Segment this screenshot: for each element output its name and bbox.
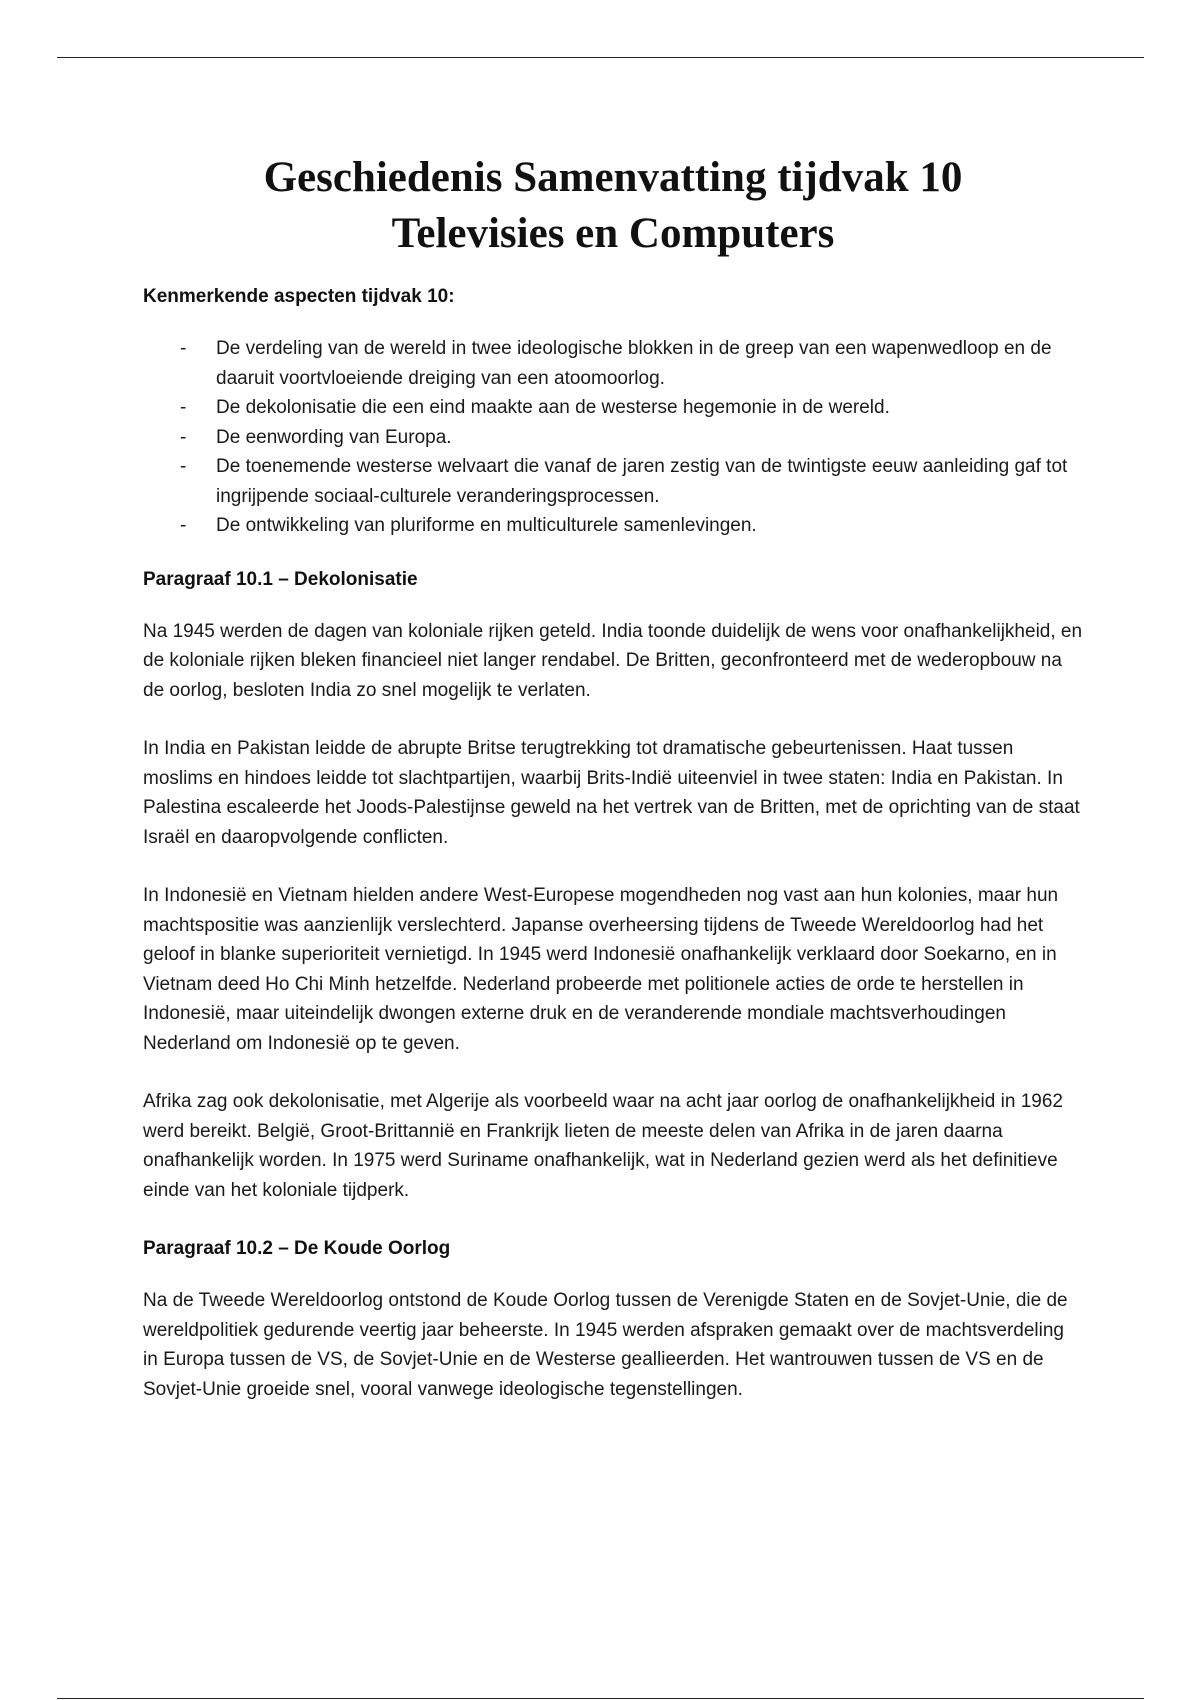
title-line-2: Televisies en Computers xyxy=(391,210,835,257)
list-item-text: De ontwikkeling van pluriforme en multiculturele samenlevingen. xyxy=(216,515,757,536)
list-item-text: De verdeling van de wereld in twee ideologische blokken in de greep van een wapenwedloop en de daaruit voortvloeiende dreiging van een atoomoorlog. xyxy=(216,338,1052,389)
list-item-text: De toenemende westerse welvaart die vanaf de jaren zestig van de twintigste eeuw aanleiding gaf tot ingrijpende sociaal-culturele veranderingsprocessen. xyxy=(216,456,1068,507)
document-body xyxy=(143,150,1083,1433)
bullet-dash: - xyxy=(180,426,187,448)
paragraph: Afrika zag ook dekolonisatie, met Algerije als voorbeeld waar na acht jaar oorlog de onafhankelijkheid in 1962 werd bereikt. België, Groot-Brittannië en Frankrijk lieten de meeste delen van Afrika in de jaren daarna onafhankelijk worden. In 1975 werd Suriname onafhankelijk, wat in Nederland gezien werd als het definitieve einde van het koloniale tijdperk. xyxy=(143,1091,1063,1201)
list-item xyxy=(143,511,1083,541)
section-heading-koude-oorlog: Paragraaf 10.2 – De Koude Oorlog xyxy=(143,1238,451,1259)
top-divider xyxy=(57,57,1144,58)
paragraph: In India en Pakistan leidde de abrupte Britse terugtrekking tot dramatische gebeurtenissen. Haat tussen moslims en hindoes leidde tot slachtpartijen, waarbij Brits-Indië uiteenviel in twee staten: India en Pakistan. In Palestina escaleerde het Joods-Palestijnse geweld na het vertrek van de Britten, met de oprichting van de staat Israël en daaropvolgende conflicten. xyxy=(143,738,1080,848)
bottom-divider xyxy=(57,1698,1144,1699)
title-line-1: Geschiedenis Samenvatting tijdvak 10 xyxy=(263,154,963,201)
aspects-heading: Kenmerkende aspecten tijdvak 10: xyxy=(143,286,455,307)
list-item xyxy=(143,334,1083,393)
bullet-dash: - xyxy=(180,515,187,536)
document-title xyxy=(143,150,1083,262)
list-item-text: De eenwording van Europa. xyxy=(216,426,452,448)
paragraph: Na de Tweede Wereldoorlog ontstond de Koude Oorlog tussen de Verenigde Staten en de Sovjet-Unie, die de wereldpolitiek gedurende veertig jaar beheerste. In 1945 werden afspraken gemaakt over de machtsverdeling in Europa tussen de VS, de Sovjet-Unie en de Westerse geallieerden. Het wantrouwen tussen de VS en de Sovjet-Unie groeide snel, vooral vanwege ideologische tegenstellingen. xyxy=(143,1290,1068,1400)
list-item xyxy=(143,393,1083,423)
bullet-dash: - xyxy=(180,456,187,477)
paragraph: Na 1945 werden de dagen van koloniale rijken geteld. India toonde duidelijk de wens voor onafhankelijkheid, en de koloniale rijken bleken financieel niet langer rendabel. De Britten, geconfronteerd met de wederopbouw na de oorlog, besloten India zo snel mogelijk te verlaten. xyxy=(143,620,1083,701)
paragraph: In Indonesië en Vietnam hielden andere West-Europese mogendheden nog vast aan hun kolonies, maar hun machtspositie was aanzienlijk verslechterd. Japanse overheersing tijdens de Tweede Wereldoorlog had het geloof in blanke superioriteit vernietigd. In 1945 werd Indonesië onafhankelijk verklaard door Soekarno, en in Vietnam deed Ho Chi Minh hetzelfde. Nederland probeerde met politionele acties de orde te herstellen in Indonesië, maar uiteindelijk dwongen externe druk en de veranderende mondiale machtsverhoudingen Nederland om Indonesië op te geven. xyxy=(143,885,1059,1054)
bullet-dash: - xyxy=(180,397,187,418)
list-item-text: De dekolonisatie die een eind maakte aan de westerse hegemonie in de wereld. xyxy=(216,397,890,418)
section-heading-dekolonisatie: Paragraaf 10.1 – Dekolonisatie xyxy=(143,568,418,590)
aspects-list xyxy=(143,334,1083,541)
bullet-dash: - xyxy=(180,338,187,359)
list-item xyxy=(143,423,1083,453)
list-item xyxy=(143,452,1083,511)
